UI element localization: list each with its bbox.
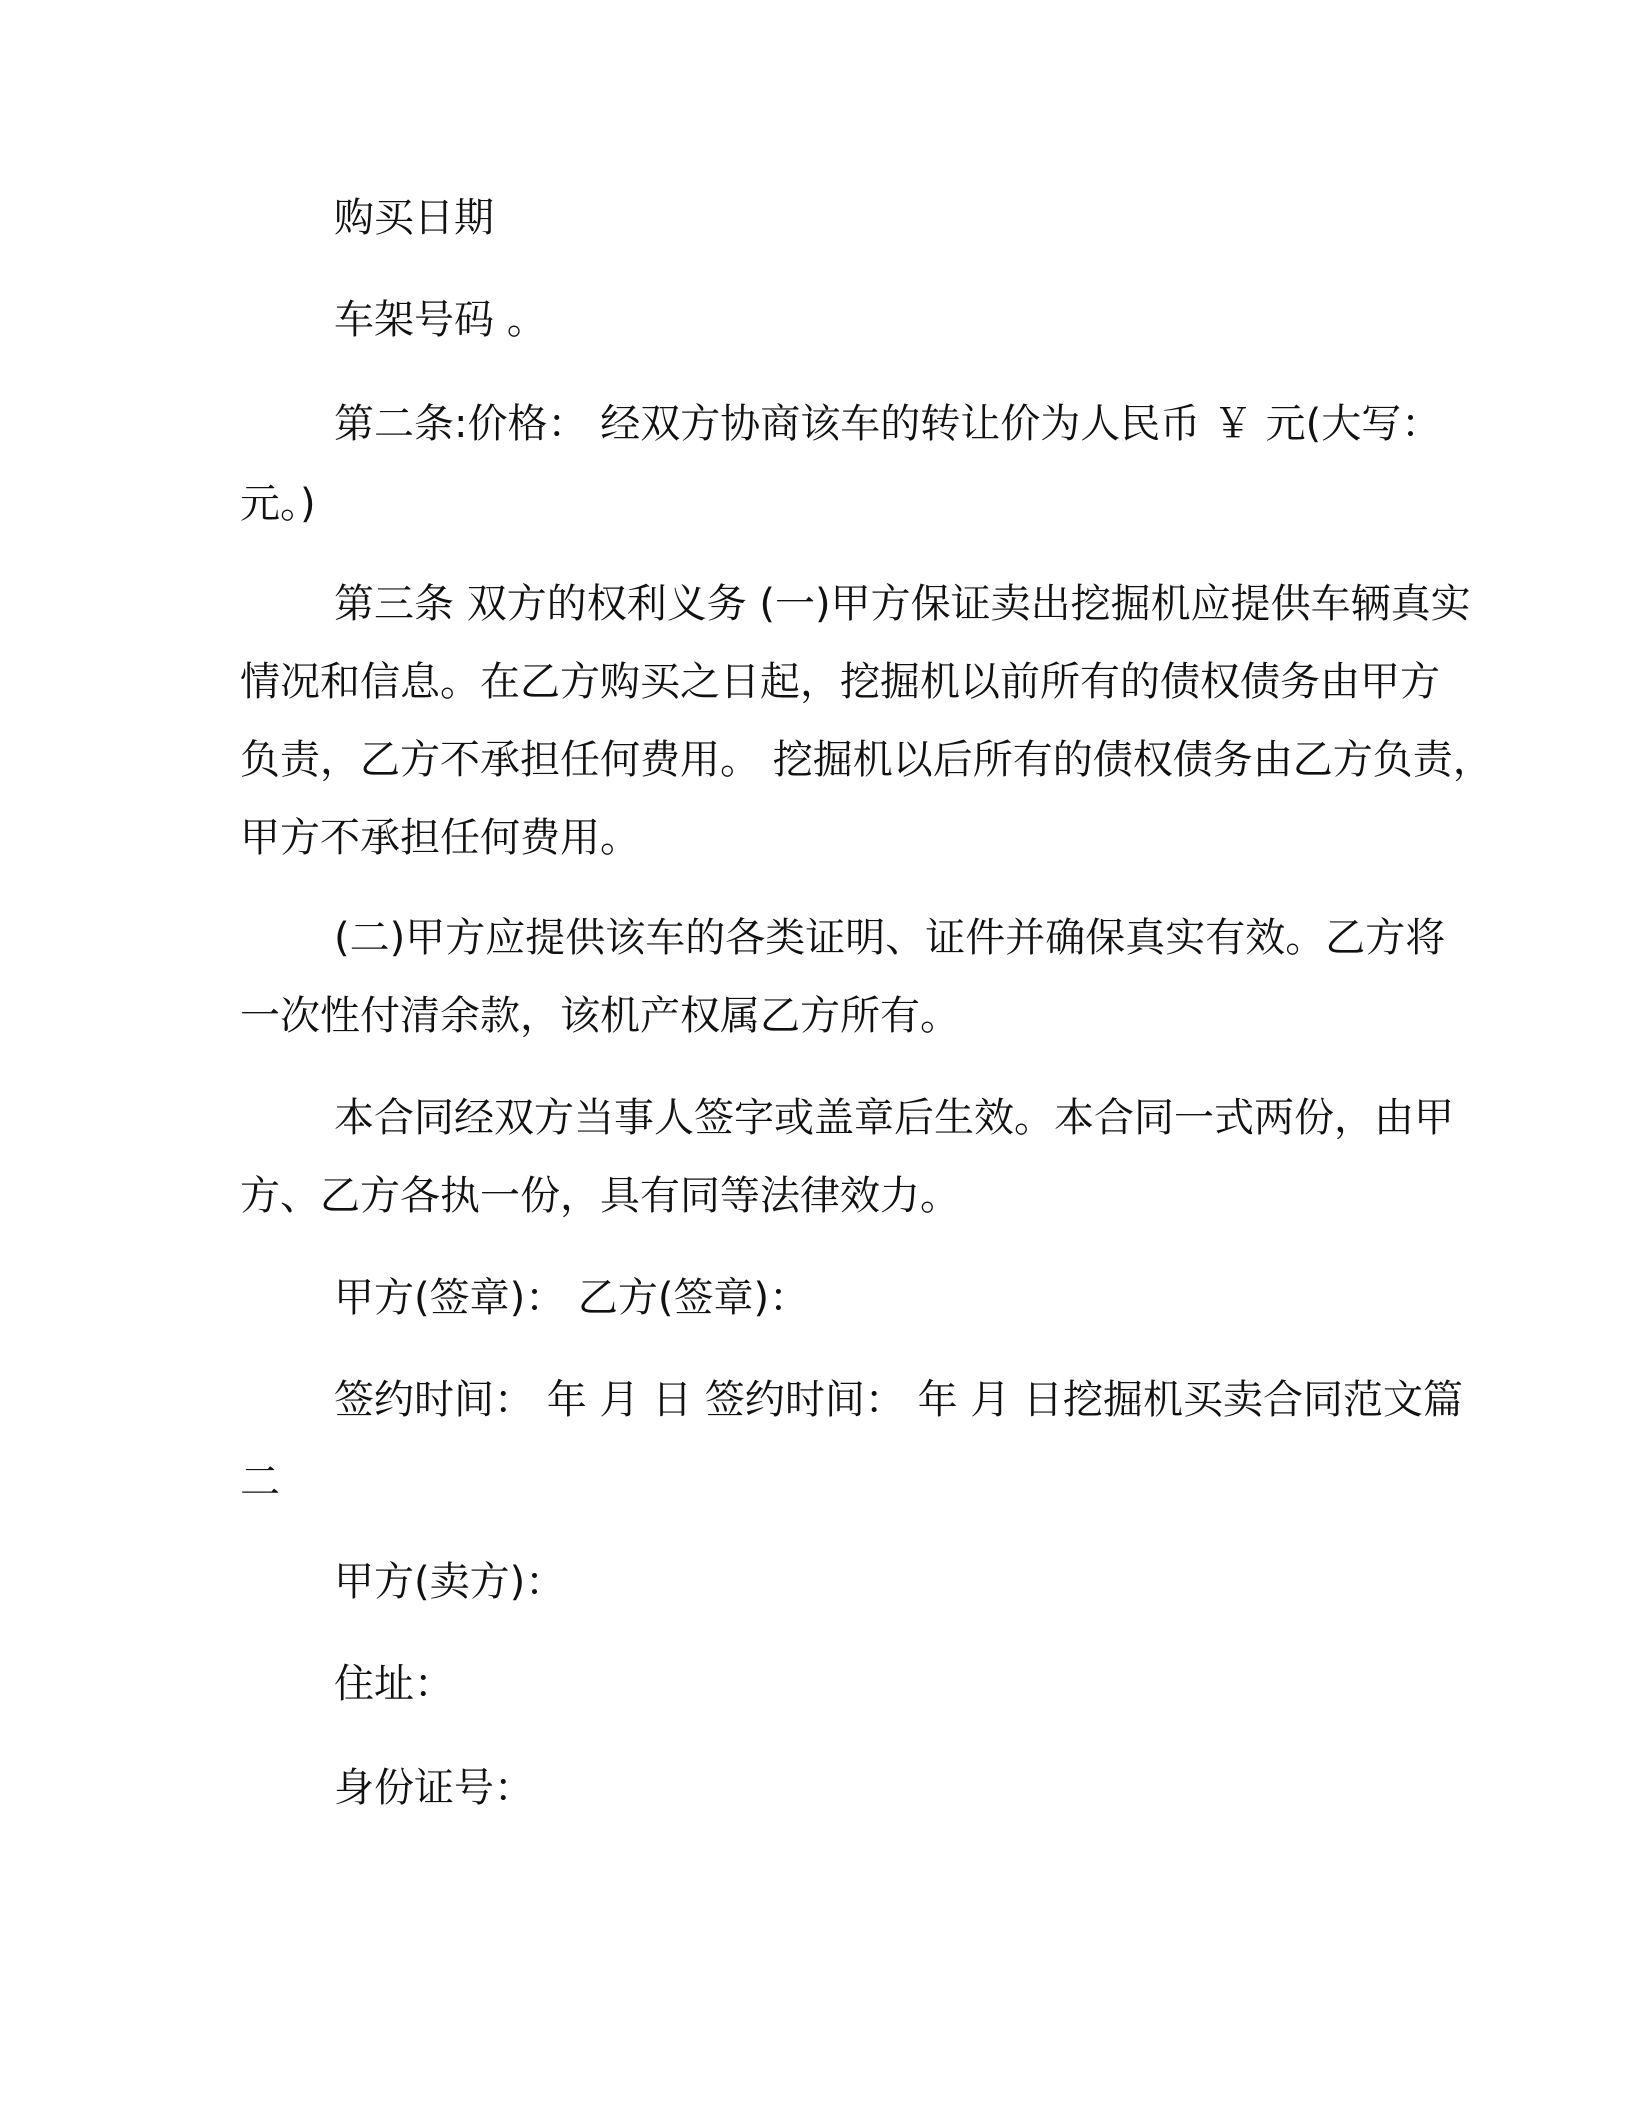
purchase-date-line: 购买日期 [334, 195, 494, 241]
effect-clause-line-1: 本合同经双方当事人签字或盖章后生效。本合同一式两份，由甲 [334, 1095, 1454, 1141]
frame-number-line: 车架号码 。 [334, 297, 547, 343]
article-two-price-continuation: 元。) [240, 481, 316, 527]
signing-time-continuation: 二 [240, 1459, 280, 1505]
article-two-price-line: 第二条:价格： 经双方协商该车的转让价为人民币 ￥ 元(大写： [334, 401, 1442, 447]
address-line: 住址： [334, 1661, 454, 1707]
effect-clause-line-2: 方、乙方各执一份，具有同等法律效力。 [240, 1173, 960, 1219]
id-number-line: 身份证号： [334, 1765, 534, 1811]
signing-time-line: 签约时间： 年 月 日 签约时间： 年 月 日挖掘机买卖合同范文篇 [334, 1377, 1464, 1423]
article-three-line-4: 甲方不承担任何费用。 [240, 815, 640, 861]
party-a-seller-line: 甲方(卖方)： [334, 1559, 566, 1605]
clause-two-line-2: 一次性付清余款，该机产权属乙方所有。 [240, 993, 960, 1039]
article-three-line-1: 第三条 双方的权利义务 (一)甲方保证卖出挖掘机应提供车辆真实 [334, 581, 1471, 627]
clause-two-line-1: (二)甲方应提供该车的各类证明、证件并确保真实有效。乙方将 [334, 915, 1446, 961]
signature-line: 甲方(签章)： 乙方(签章)： [334, 1275, 810, 1321]
article-three-line-2: 情况和信息。在乙方购买之日起，挖掘机以前所有的债权债务由甲方 [240, 659, 1440, 705]
article-three-line-3: 负责，乙方不承担任何费用。 挖掘机以后所有的债权债务由乙方负责， [240, 737, 1493, 783]
